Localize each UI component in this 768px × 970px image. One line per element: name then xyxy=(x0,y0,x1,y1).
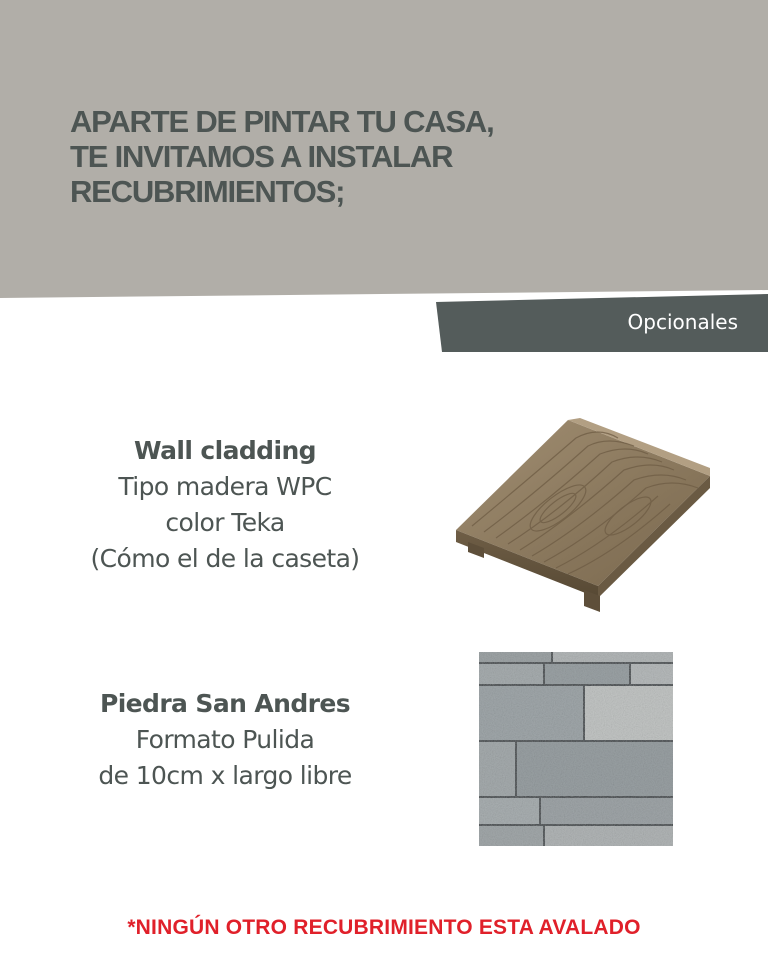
opcionales-label: Opcionales xyxy=(627,310,738,334)
product-wall-cladding xyxy=(40,433,410,577)
headline xyxy=(70,104,630,209)
headline-line-3: RECUBRIMIENTOS; xyxy=(70,174,345,209)
product-detail: (Cómo el de la caseta) xyxy=(90,544,360,573)
product-detail: Formato Pulida xyxy=(135,725,315,754)
product-detail: de 10cm x largo libre xyxy=(98,761,352,790)
headline-line-1: APARTE DE PINTAR TU CASA, xyxy=(70,104,494,139)
product-detail: Tipo madera WPC xyxy=(118,472,332,501)
wpc-wall-cladding-image xyxy=(448,418,710,612)
product-detail: color Teka xyxy=(165,508,285,537)
product-name: Piedra San Andres xyxy=(99,689,351,718)
piedra-san-andres-image xyxy=(479,652,673,846)
headline-line-2: TE INVITAMOS A INSTALAR xyxy=(70,139,453,174)
product-piedra-san-andres xyxy=(40,686,410,794)
product-name: Wall cladding xyxy=(134,436,316,465)
disclaimer: *NINGÚN OTRO RECUBRIMIENTO ESTA AVALADO xyxy=(127,916,641,939)
